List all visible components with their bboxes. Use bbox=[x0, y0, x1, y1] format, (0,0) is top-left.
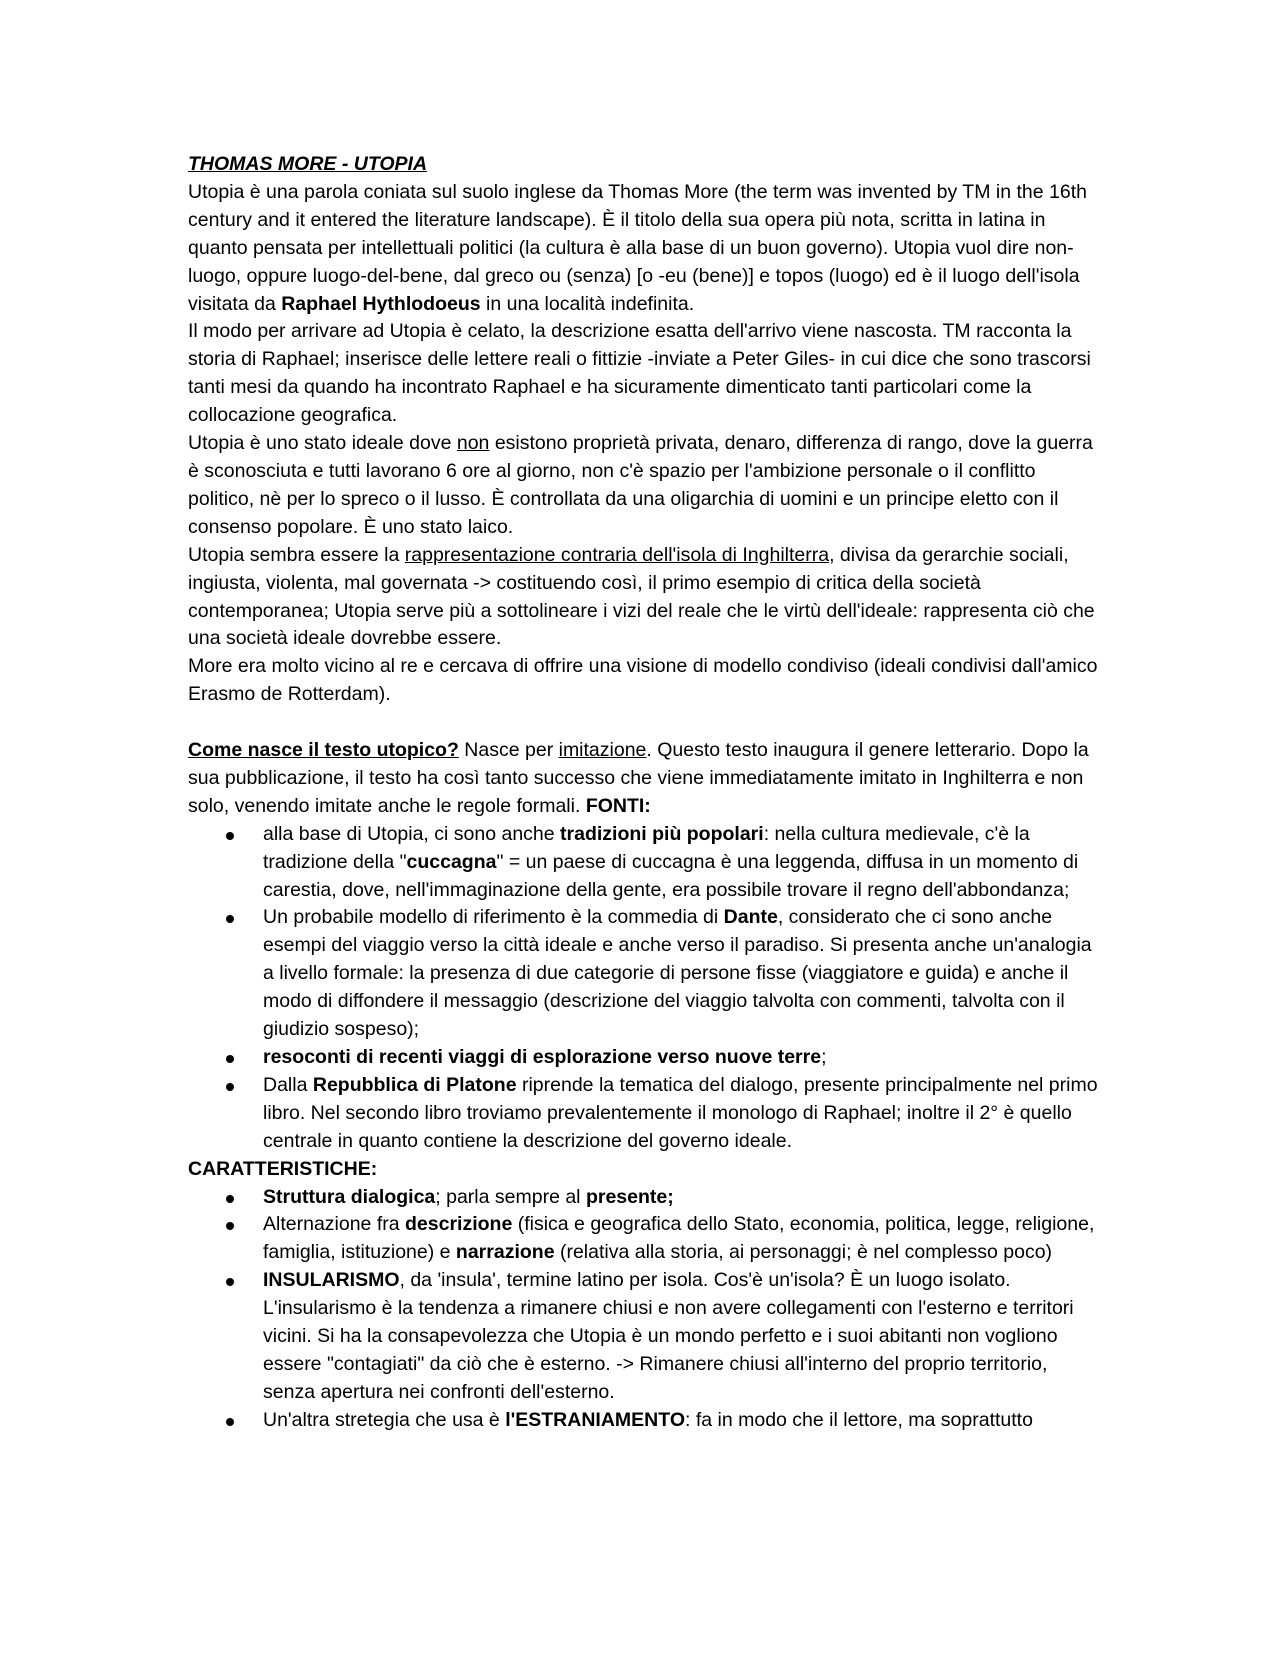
bullet-icon bbox=[226, 1083, 234, 1091]
list-item: Un probabile modello di riferimento è la commedia di Dante, considerato che ci sono anche esempi del viaggio verso la città ideale e anche verso il paradiso. Si presenta anche un'analogia a livello formale: la presenza di due categorie di persone fisse (viaggiatore e guida) e anche il modo di diffondere il messaggio (descrizione del viaggio talvolta con commenti, talvolta con il giudizio sospeso); bbox=[188, 904, 1103, 1044]
blank-line bbox=[188, 709, 1103, 737]
list-item: Un'altra stretegia che usa è l'ESTRANIAMENTO: fa in modo che il lettore, ma soprattutto bbox=[188, 1407, 1103, 1435]
paragraph-origin: Come nasce il testo utopico? Nasce per imitazione. Questo testo inaugura il genere letterario. Dopo la sua pubblicazione, il testo ha così tanto successo che viene immediatamente imitato in Inghilterra e non solo, venendo imitate anche le regole formali. FONTI: bbox=[188, 739, 1089, 817]
paragraph-ideal-state: Utopia è uno stato ideale dove non esistono proprietà privata, denaro, differenza di rango, dove la guerra è sconosciuta e tutti lavorano 6 ore al giorno, non c'è spazio per l'ambizione personale o il conflitto politico, nè per lo spreco o il lusso. È controllata da una oligarchia di uomini e un principe eletto con il consenso popolare. È uno stato laico. bbox=[188, 432, 1093, 538]
caratteristiche-list bbox=[188, 1184, 1103, 1435]
bullet-icon bbox=[226, 832, 234, 840]
paragraph-intro: Utopia è una parola coniata sul suolo inglese da Thomas More (the term was invented by TM in the 16th century and it entered the literature landscape). È il titolo della sua opera più nota, scritta in latina in quanto pensata per intellettuali politici (la cultura è alla base di un buon governo). Utopia vuol dire non-luogo, oppure luogo-del-bene, dal greco ou (senza) [o -eu (bene)] e topos (luogo) ed è il luogo dell'isola visitata da Raphael Hythlodoeus in una località indefinita. bbox=[188, 180, 1087, 315]
bullet-icon bbox=[226, 1055, 234, 1063]
fonti-label: FONTI: bbox=[585, 794, 651, 817]
list-item: Dalla Repubblica di Platone riprende la tematica del dialogo, presente principalmente nel primo libro. Nel secondo libro troviamo prevalentemente il monologo di Raphael; inoltre il 2° è quello centrale in quanto contiene la descrizione del governo ideale. bbox=[188, 1072, 1103, 1156]
bullet-icon bbox=[226, 1195, 234, 1203]
paragraph-critique: Utopia sembra essere la rappresentazione contraria dell'isola di Inghilterra, divisa da gerarchie sociali, ingiusta, violenta, mal governata -> costituendo così, il primo esempio di critica della società contemporanea; Utopia serve più a sottolineare i vizi del reale che le virtù dell'ideale: rappresenta ciò che una società ideale dovrebbe essere. bbox=[188, 543, 1095, 650]
bullet-icon bbox=[226, 1278, 234, 1286]
caratteristiche-heading: CARATTERISTICHE: bbox=[188, 1157, 378, 1180]
bullet-icon bbox=[226, 1418, 234, 1426]
list-item: resoconti di recenti viaggi di esplorazione verso nuove terre; bbox=[188, 1044, 1103, 1072]
paragraph-more-king: More era molto vicino al re e cercava di offrire una visione di modello condiviso (ideali condivisi dall'amico Erasmo de Rotterdam). bbox=[188, 655, 1098, 706]
bullet-icon bbox=[226, 915, 234, 923]
document-title: THOMAS MORE - UTOPIA bbox=[188, 153, 428, 175]
list-item: alla base di Utopia, ci sono anche tradizioni più popolari: nella cultura medievale, c'è la tradizione della "cuccagna" = un paese di cuccagna è una leggenda, diffusa in un momento di carestia, dove, nell'immaginazione della gente, era possibile trovare il regno dell'abbondanza; bbox=[188, 821, 1103, 905]
fonti-list bbox=[188, 821, 1103, 1156]
document-page bbox=[188, 151, 1103, 1435]
list-item: Alternazione fra descrizione (fisica e geografica dello Stato, economia, politica, legge, religione, famiglia, istituzione) e narrazione (relativa alla storia, ai personaggi; è nel complesso poco) bbox=[188, 1211, 1103, 1267]
paragraph-arrival: Il modo per arrivare ad Utopia è celato, la descrizione esatta dell'arrivo viene nascosta. TM racconta la storia di Raphael; inserisce delle lettere reali o fittizie -inviate a Peter Giles- in cui dice che sono trascorsi tanti mesi da quando ha incontrato Raphael e ha sicuramente dimenticato tanti particolari come la collocazione geografica. bbox=[188, 320, 1091, 427]
bullet-icon bbox=[226, 1222, 234, 1230]
list-item: Struttura dialogica; parla sempre al presente; bbox=[188, 1184, 1103, 1212]
list-item: INSULARISMO, da 'insula', termine latino per isola. Cos'è un'isola? È un luogo isolato. L'insularismo è la tendenza a rimanere chiusi e non avere collegamenti con l'esterno e territori vicini. Si ha la consapevolezza che Utopia è un mondo perfetto e i suoi abitanti non vogliono essere "contagiati" da ciò che è esterno. -> Rimanere chiusi all'interno del proprio territorio, senza apertura nei confronti dell'esterno. bbox=[188, 1267, 1103, 1407]
